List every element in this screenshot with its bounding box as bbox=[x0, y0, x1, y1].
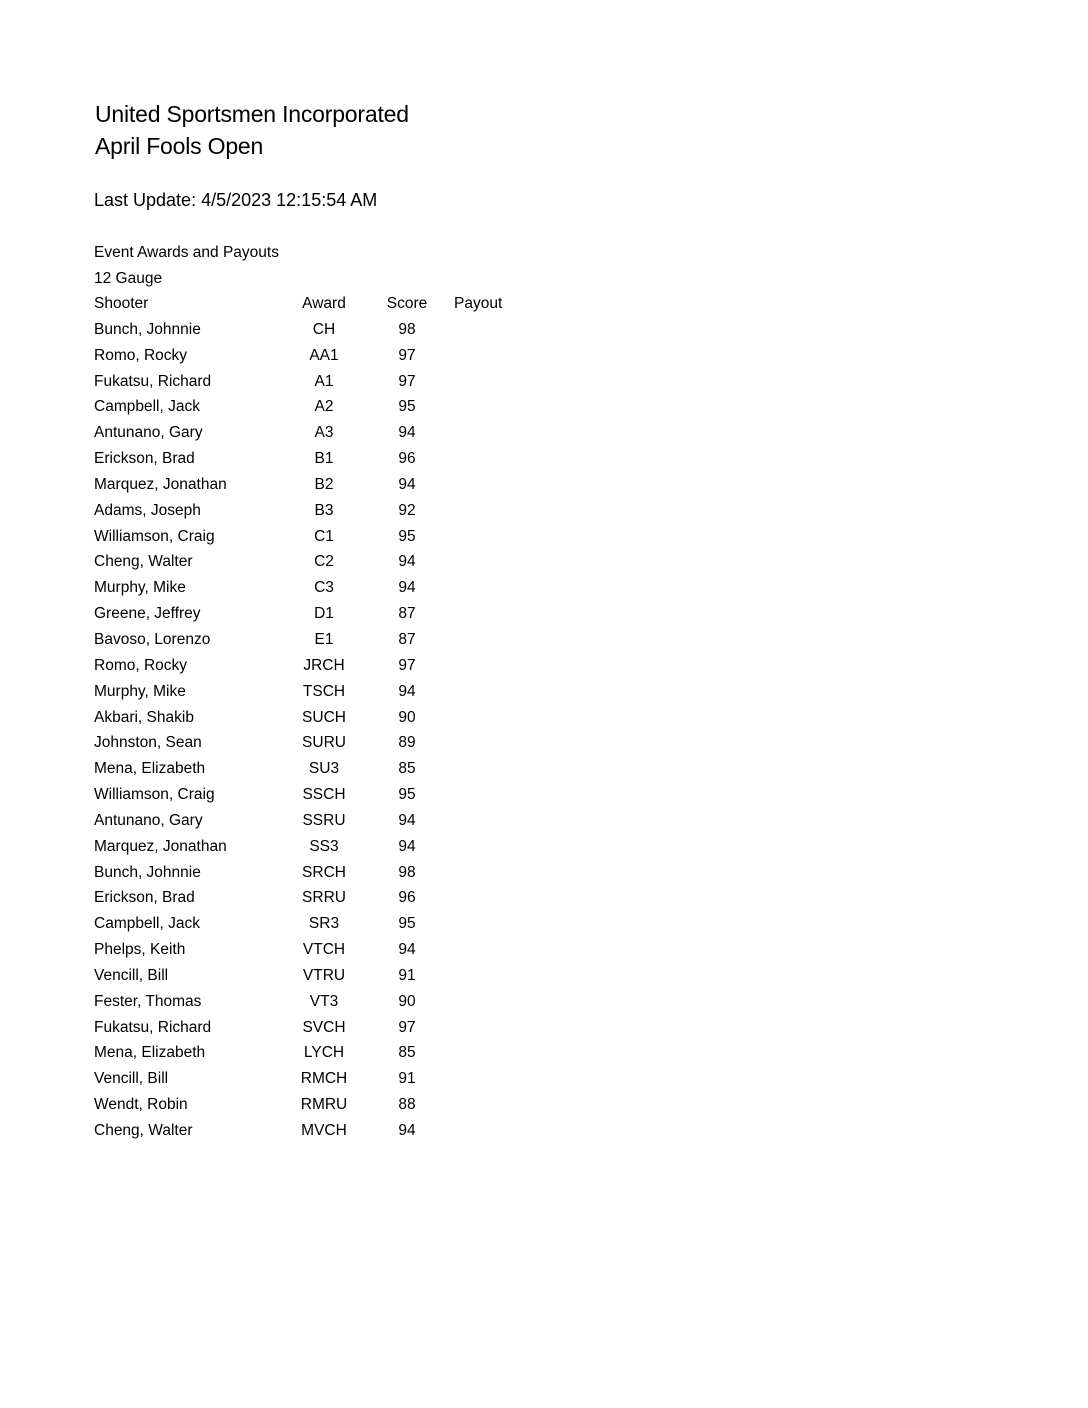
shooter-cell: Cheng, Walter bbox=[94, 553, 193, 571]
score-cell: 97 bbox=[398, 372, 416, 390]
shooter-cell: Romo, Rocky bbox=[94, 656, 188, 674]
award-cell: AA1 bbox=[309, 346, 339, 364]
payout-cell bbox=[450, 860, 534, 886]
shooter-cell: Fukatsu, Richard bbox=[94, 372, 212, 390]
payout-cell bbox=[450, 524, 534, 550]
award-cell: A2 bbox=[314, 398, 334, 416]
award-cell: D1 bbox=[314, 605, 334, 623]
award-cell: C2 bbox=[314, 553, 334, 571]
award-cell: RMCH bbox=[300, 1070, 348, 1088]
shooter-cell: Erickson, Brad bbox=[94, 450, 195, 468]
award-cell: SRRU bbox=[302, 889, 346, 907]
score-cell: 94 bbox=[398, 553, 416, 571]
table-row bbox=[94, 394, 534, 420]
score-cell: 95 bbox=[398, 915, 416, 933]
table-row bbox=[94, 963, 534, 989]
table-row bbox=[94, 317, 534, 343]
shooter-cell: Fukatsu, Richard bbox=[94, 1018, 212, 1036]
payout-cell bbox=[450, 472, 534, 498]
award-cell: SSCH bbox=[302, 786, 346, 804]
awards-table bbox=[94, 291, 534, 1144]
score-cell: 94 bbox=[398, 837, 416, 855]
shooter-cell: Antunano, Gary bbox=[94, 811, 203, 829]
table-row bbox=[94, 834, 534, 860]
score-cell: 97 bbox=[398, 1018, 416, 1036]
shooter-cell: Vencill, Bill bbox=[94, 1070, 169, 1088]
award-cell: SS3 bbox=[309, 837, 339, 855]
award-cell: A1 bbox=[314, 372, 334, 390]
score-cell: 91 bbox=[398, 1070, 416, 1088]
score-cell: 95 bbox=[398, 527, 416, 545]
score-cell: 96 bbox=[398, 889, 416, 907]
payout-cell bbox=[450, 601, 534, 627]
award-cell: JRCH bbox=[303, 656, 345, 674]
table-row bbox=[94, 575, 534, 601]
score-cell: 97 bbox=[398, 656, 416, 674]
payout-cell bbox=[450, 498, 534, 524]
score-cell: 94 bbox=[398, 579, 416, 597]
shooter-cell: Williamson, Craig bbox=[94, 527, 215, 545]
shooter-cell: Marquez, Jonathan bbox=[94, 837, 227, 855]
table-row bbox=[94, 627, 534, 653]
award-cell: LYCH bbox=[303, 1044, 345, 1062]
score-cell: 94 bbox=[398, 1122, 416, 1139]
shooter-cell: Bunch, Johnnie bbox=[94, 863, 201, 881]
shooter-cell: Erickson, Brad bbox=[94, 889, 195, 907]
shooter-cell: Mena, Elizabeth bbox=[94, 760, 206, 778]
score-cell: 97 bbox=[398, 346, 416, 364]
last-update bbox=[94, 186, 377, 214]
payout-cell bbox=[450, 937, 534, 963]
table-row bbox=[94, 343, 534, 369]
shooter-cell: Murphy, Mike bbox=[94, 682, 186, 700]
event-title: April Fools Open bbox=[95, 133, 264, 159]
score-cell: 94 bbox=[398, 475, 416, 493]
score-cell: 85 bbox=[398, 1044, 416, 1062]
score-cell: 94 bbox=[398, 941, 416, 959]
payout-cell bbox=[450, 730, 534, 756]
payout-cell bbox=[450, 679, 534, 705]
award-cell: TSCH bbox=[302, 682, 346, 700]
payout-cell bbox=[450, 627, 534, 653]
score-cell: 98 bbox=[398, 320, 416, 338]
shooter-cell: Wendt, Robin bbox=[94, 1096, 188, 1114]
award-cell: SSRU bbox=[302, 811, 346, 829]
score-cell: 85 bbox=[398, 760, 416, 778]
award-cell: CH bbox=[312, 320, 336, 338]
score-cell: 92 bbox=[398, 501, 416, 519]
table-row bbox=[94, 679, 534, 705]
shooter-cell: Bunch, Johnnie bbox=[94, 320, 201, 338]
score-cell: 95 bbox=[398, 398, 416, 416]
table-row bbox=[94, 472, 534, 498]
table-row bbox=[94, 369, 534, 395]
table-row bbox=[94, 782, 534, 808]
award-cell: B3 bbox=[314, 501, 334, 519]
payout-cell bbox=[450, 317, 534, 343]
award-cell: SRCH bbox=[302, 863, 346, 881]
score-cell: 87 bbox=[398, 630, 416, 648]
column-header-award: Award bbox=[302, 295, 346, 312]
table-row bbox=[94, 498, 534, 524]
section-title: Event Awards and Payouts bbox=[94, 244, 279, 261]
table-row bbox=[94, 1118, 534, 1144]
table-row bbox=[94, 756, 534, 782]
section-heading bbox=[94, 240, 279, 292]
table-row bbox=[94, 1092, 534, 1118]
table-row bbox=[94, 653, 534, 679]
shooter-cell: Phelps, Keith bbox=[94, 941, 186, 959]
gauge-label: 12 Gauge bbox=[94, 269, 163, 287]
table-row bbox=[94, 705, 534, 731]
shooter-cell: Greene, Jeffrey bbox=[94, 605, 201, 623]
score-cell: 88 bbox=[398, 1096, 416, 1114]
score-cell: 87 bbox=[398, 605, 416, 623]
score-cell: 94 bbox=[398, 682, 416, 700]
table-row bbox=[94, 601, 534, 627]
payout-cell bbox=[450, 808, 534, 834]
shooter-cell: Williamson, Craig bbox=[94, 786, 215, 804]
award-cell: SUCH bbox=[302, 708, 346, 726]
award-cell: C3 bbox=[314, 579, 334, 597]
payout-cell bbox=[450, 885, 534, 911]
payout-cell bbox=[450, 446, 534, 472]
shooter-cell: Cheng, Walter bbox=[94, 1122, 193, 1139]
payout-cell bbox=[450, 963, 534, 989]
payout-cell bbox=[450, 1015, 534, 1041]
award-cell: MVCH bbox=[301, 1122, 347, 1139]
table-row bbox=[94, 446, 534, 472]
document-header bbox=[95, 98, 409, 162]
award-cell: B2 bbox=[314, 475, 334, 493]
award-cell: VT3 bbox=[309, 992, 339, 1010]
shooter-cell: Marquez, Jonathan bbox=[94, 475, 227, 493]
score-cell: 94 bbox=[398, 424, 416, 442]
shooter-cell: Akbari, Shakib bbox=[94, 708, 194, 726]
table-row bbox=[94, 730, 534, 756]
shooter-cell: Campbell, Jack bbox=[94, 915, 200, 933]
table-row bbox=[94, 549, 534, 575]
award-cell: SU3 bbox=[308, 760, 340, 778]
shooter-cell: Fester, Thomas bbox=[94, 992, 202, 1010]
shooter-cell: Bavoso, Lorenzo bbox=[94, 630, 211, 648]
shooter-cell: Murphy, Mike bbox=[94, 579, 186, 597]
table-row bbox=[94, 524, 534, 550]
payout-cell bbox=[450, 911, 534, 937]
table-row bbox=[94, 885, 534, 911]
score-cell: 90 bbox=[398, 708, 416, 726]
award-cell: RMRU bbox=[300, 1096, 348, 1114]
payout-cell bbox=[450, 1118, 534, 1144]
award-cell: SVCH bbox=[302, 1018, 346, 1036]
score-cell: 91 bbox=[398, 966, 416, 984]
shooter-cell: Antunano, Gary bbox=[94, 424, 203, 442]
award-cell: SR3 bbox=[308, 915, 340, 933]
shooter-cell: Mena, Elizabeth bbox=[94, 1044, 206, 1062]
table-row bbox=[94, 911, 534, 937]
shooter-cell: Vencill, Bill bbox=[94, 966, 169, 984]
table-row bbox=[94, 937, 534, 963]
last-update-label: Last Update: bbox=[94, 190, 197, 210]
payout-cell bbox=[450, 756, 534, 782]
shooter-cell: Adams, Joseph bbox=[94, 501, 201, 519]
payout-cell bbox=[450, 420, 534, 446]
table-row bbox=[94, 1015, 534, 1041]
last-update-value: 4/5/2023 12:15:54 AM bbox=[201, 190, 378, 210]
table-row bbox=[94, 420, 534, 446]
payout-cell bbox=[450, 1092, 534, 1118]
shooter-cell: Johnston, Sean bbox=[94, 734, 202, 752]
payout-cell bbox=[450, 782, 534, 808]
column-header-score: Score bbox=[386, 295, 428, 312]
table-header-row bbox=[94, 291, 534, 317]
column-header-shooter: Shooter bbox=[94, 295, 149, 312]
table-row bbox=[94, 989, 534, 1015]
award-cell: B1 bbox=[314, 450, 334, 468]
organization-title: United Sportsmen Incorporated bbox=[95, 101, 409, 127]
award-cell: E1 bbox=[314, 630, 334, 648]
award-cell: VTCH bbox=[302, 941, 346, 959]
award-cell: SURU bbox=[302, 734, 346, 752]
payout-cell bbox=[450, 549, 534, 575]
award-cell: A3 bbox=[314, 424, 334, 442]
payout-cell bbox=[450, 653, 534, 679]
payout-cell bbox=[450, 575, 534, 601]
table-row bbox=[94, 808, 534, 834]
table-row bbox=[94, 1066, 534, 1092]
payout-cell bbox=[450, 705, 534, 731]
score-cell: 98 bbox=[398, 863, 416, 881]
column-header-payout: Payout bbox=[454, 295, 503, 312]
score-cell: 96 bbox=[398, 450, 416, 468]
payout-cell bbox=[450, 343, 534, 369]
score-cell: 95 bbox=[398, 786, 416, 804]
score-cell: 94 bbox=[398, 811, 416, 829]
table-row bbox=[94, 1040, 534, 1066]
score-cell: 90 bbox=[398, 992, 416, 1010]
shooter-cell: Campbell, Jack bbox=[94, 398, 200, 416]
payout-cell bbox=[450, 1066, 534, 1092]
award-cell: VTRU bbox=[302, 966, 346, 984]
award-cell: C1 bbox=[314, 527, 334, 545]
payout-cell bbox=[450, 989, 534, 1015]
payout-cell bbox=[450, 834, 534, 860]
table-row bbox=[94, 860, 534, 886]
payout-cell bbox=[450, 369, 534, 395]
score-cell: 89 bbox=[398, 734, 416, 752]
payout-cell bbox=[450, 394, 534, 420]
payout-cell bbox=[450, 1040, 534, 1066]
shooter-cell: Romo, Rocky bbox=[94, 346, 188, 364]
